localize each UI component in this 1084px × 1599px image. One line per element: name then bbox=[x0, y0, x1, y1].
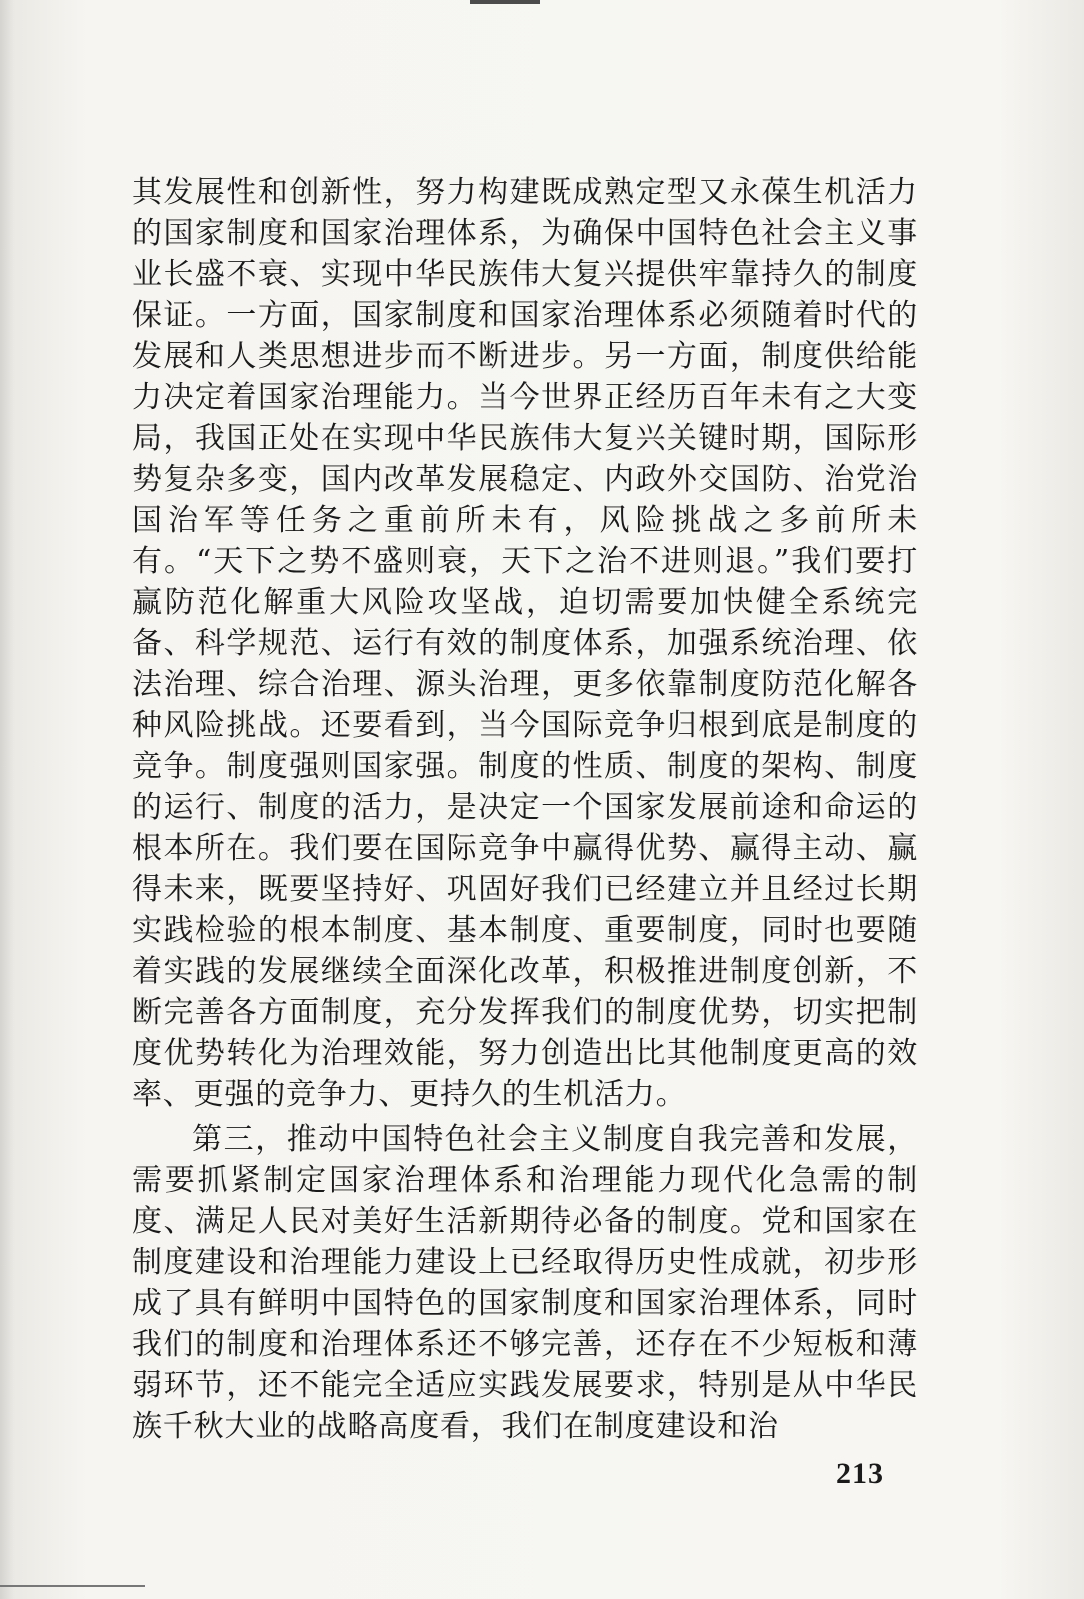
page-number: 213 bbox=[836, 1457, 884, 1490]
paragraph-continued: 其发展性和创新性，努力构建既成熟定型又永葆生机活力的国家制度和国家治理体系，为确保中国特色社会主义事业长盛不衰、实现中华民族伟大复兴提供牢靠持久的制度保证。一方面，国家制度和国家治理体系必须随着时代的发展和人类思想进步而不断进步。另一方面，制度供给能力决定着国家治理能力。当今世界正经历百年未有之大变局，我国正处在实现中华民族伟大复兴关键时期，国际形势复杂多变，国内改革发展稳定、内政外交国防、治党治国治军等任务之重前所未有，风险挑战之多前所未有。“天下之势不盛则衰，天下之治不进则退。”我们要打赢防范化解重大风险攻坚战，迫切需要加快健全系统完备、科学规范、运行有效的制度体系，加强系统治理、依法治理、综合治理、源头治理，更多依靠制度防范化解各种风险挑战。还要看到，当今国际竞争归根到底是制度的竞争。制度强则国家强。制度的性质、制度的架构、制度的运行、制度的活力，是决定一个国家发展前途和命运的根本所在。我们要在国际竞争中赢得优势、赢得主动、赢得未来，既要坚持好、巩固好我们已经建立并且经过长期实践检验的根本制度、基本制度、重要制度，同时也要随着实践的发展继续全面深化改革，积极推进制度创新，不断完善各方面制度，充分发挥我们的制度优势，切实把制度优势转化为治理效能，努力创造出比其他制度更高的效率、更强的竞争力、更持久的生机活力。 bbox=[132, 175, 918, 1112]
bottom-edge-line bbox=[0, 1585, 145, 1587]
page-edge-shadow bbox=[0, 0, 14, 1599]
top-edge-mark bbox=[470, 0, 540, 4]
paragraph-third-point: 第三，推动中国特色社会主义制度自我完善和发展，需要抓紧制定国家治理体系和治理能力现代化急需的制度、满足人民对美好生活新期待必备的制度。党和国家在制度建设和治理能力建设上已经取得历史性成就，初步形成了具有鲜明中国特色的国家制度和国家治理体系，同时我们的制度和治理体系还不够完善，还存在不少短板和薄弱环节，还不能完全适应实践发展要求，特别是从中华民族千秋大业的战略高度看，我们在制度建设和治 bbox=[132, 1122, 918, 1444]
body-text bbox=[132, 172, 918, 1447]
